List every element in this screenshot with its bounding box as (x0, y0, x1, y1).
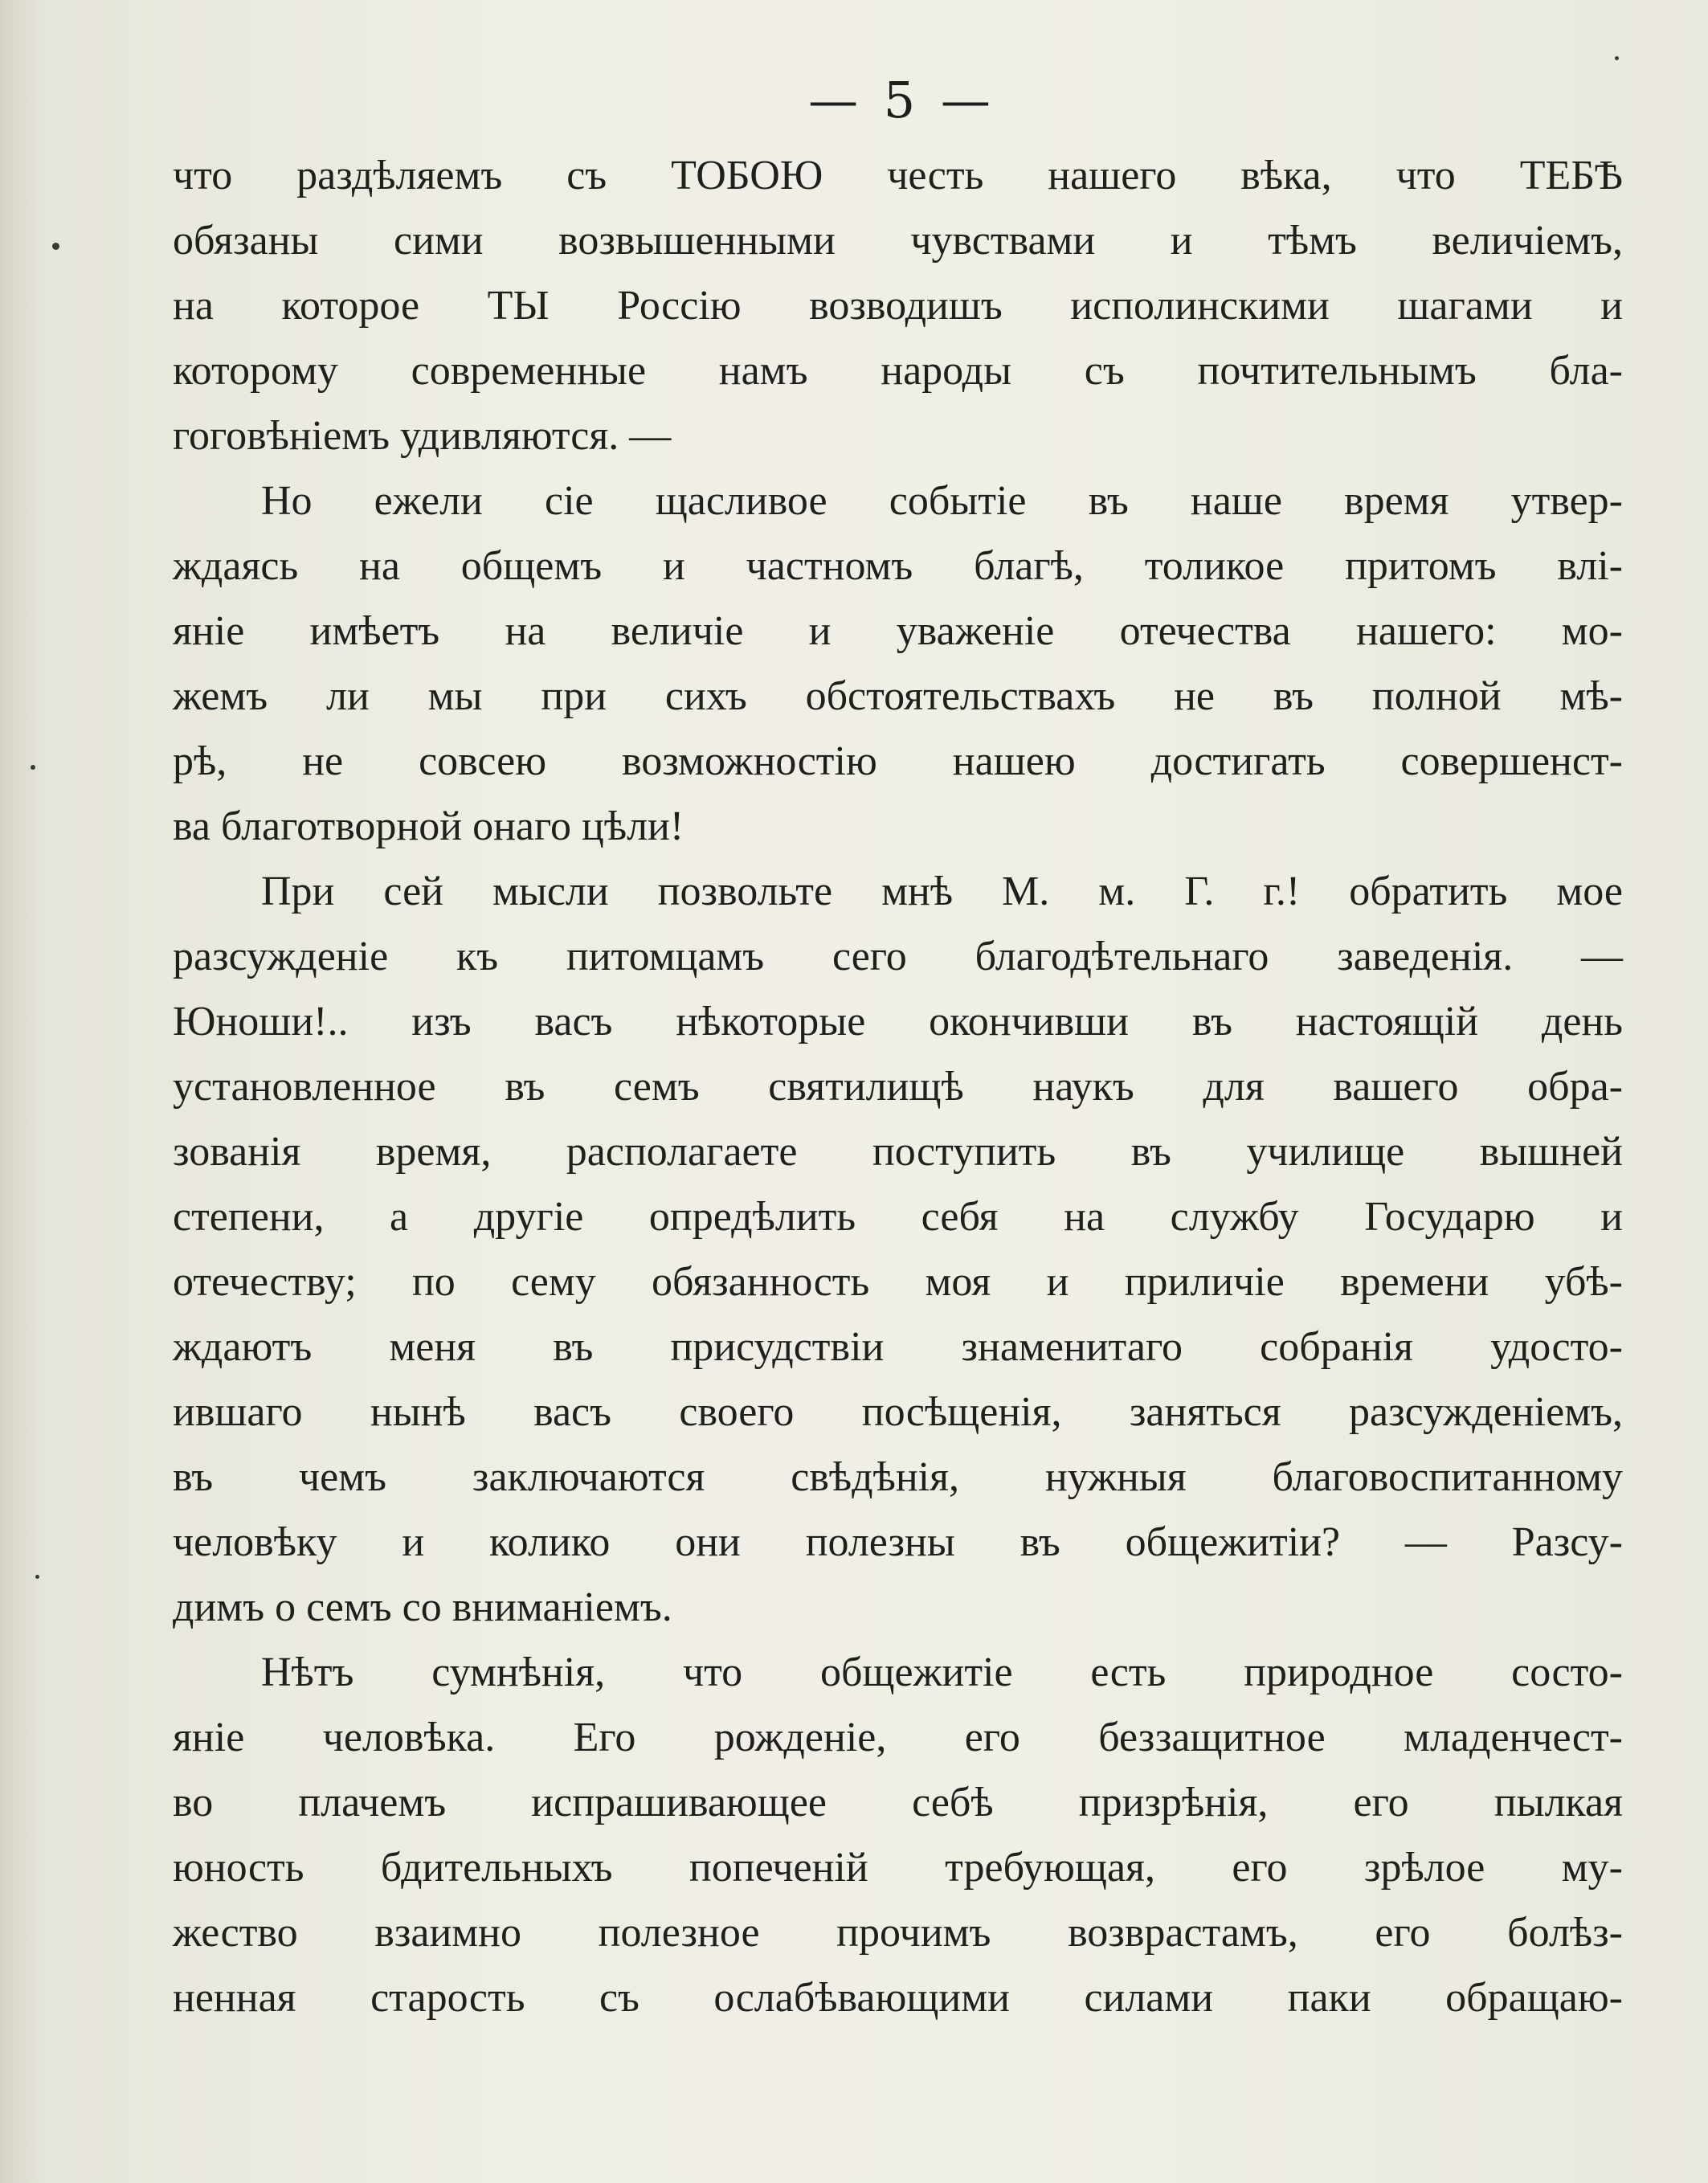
text-line: на которое ТЫ Россію возводишъ исполинскими шагами и (173, 283, 1623, 329)
ink-speck (35, 1575, 39, 1579)
ink-speck (31, 765, 35, 770)
page-edge-shadow (0, 0, 48, 2183)
text-line: степени, а другіе опредѣлить себя на службу Государю и (173, 1194, 1623, 1240)
text-line: гоговѣніемъ удивляются. — (173, 413, 672, 459)
ink-speck (1615, 56, 1619, 60)
text-line: Но ежели сіе щасливое событіе въ наше время утвер- (261, 478, 1623, 524)
text-line: человѣку и колико они полезны въ общежитіи? — Разсу- (173, 1519, 1623, 1565)
text-line: яніе человѣка. Его рожденіе, его беззащитное младенчест- (173, 1715, 1623, 1760)
paragraph-1 (173, 143, 1623, 468)
paragraph-4 (173, 1640, 1623, 2030)
text-line: отечеству; по сему обязанность моя и приличіе времени убѣ- (173, 1259, 1623, 1305)
text-line: жество взаимно полезное прочимъ возврастамъ, его болѣз- (173, 1910, 1623, 1956)
text-line: обязаны сими возвышенными чувствами и тѣмъ величіемъ, (173, 218, 1623, 264)
text-line: разсужденіе къ питомцамъ сего благодѣтельнаго заведенія. — (173, 934, 1623, 979)
text-line: ившаго нынѣ васъ своего посѣщенія, заняться разсужденіемъ, (173, 1389, 1623, 1435)
text-line: юность бдительныхъ попеченій требующая, его зрѣлое му- (173, 1845, 1623, 1891)
text-line: рѣ, не совсею возможностію нашею достигать совершенст- (173, 738, 1623, 784)
page-number: — 5 — (808, 71, 995, 129)
text-line: димъ о семъ со вниманіемъ. (173, 1584, 672, 1630)
text-line: При сей мысли позвольте мнѣ М. м. Г. г.! обратить мое (261, 869, 1623, 914)
text-line: жемъ ли мы при сихъ обстоятельствахъ не въ полной мѣ- (173, 673, 1623, 719)
text-line: установленное въ семъ святилищѣ наукъ для вашего обра- (173, 1064, 1623, 1110)
text-line: яніе имѣетъ на величіе и уваженіе отечества нашего: мо- (173, 608, 1623, 654)
text-line: Юноши!.. изъ васъ нѣкоторые окончивши въ настоящій день (173, 999, 1623, 1044)
text-line: которому современные намъ народы съ почтительнымъ бла- (173, 348, 1623, 394)
text-line: ждаясь на общемъ и частномъ благѣ, толикое притомъ влі- (173, 543, 1623, 589)
paragraph-2 (173, 468, 1623, 859)
ink-speck (52, 243, 59, 250)
paragraph-3 (173, 859, 1623, 1640)
text-line: Нѣтъ сумнѣнія, что общежитіе есть природное состо- (261, 1650, 1623, 1695)
text-line: ва благотворной онаго цѣли! (173, 803, 684, 849)
text-line: во плачемъ испрашивающее себѣ призрѣнія, его пылкая (173, 1780, 1623, 1825)
text-line: въ чемъ заключаются свѣдѣнія, нужныя благовоспитанному (173, 1454, 1623, 1500)
text-line: ненная старость съ ослабѣвающими силами паки обращаю- (173, 1975, 1623, 2021)
page-body (173, 143, 1623, 2030)
text-line: ждаютъ меня въ присудствіи знаменитаго собранія удосто- (173, 1324, 1623, 1370)
text-line: зованія время, располагаете поступить въ училище вышней (173, 1129, 1623, 1175)
text-line: что раздѣляемъ съ ТОБОЮ честь нашего вѣка, что ТЕБѢ (173, 153, 1623, 198)
